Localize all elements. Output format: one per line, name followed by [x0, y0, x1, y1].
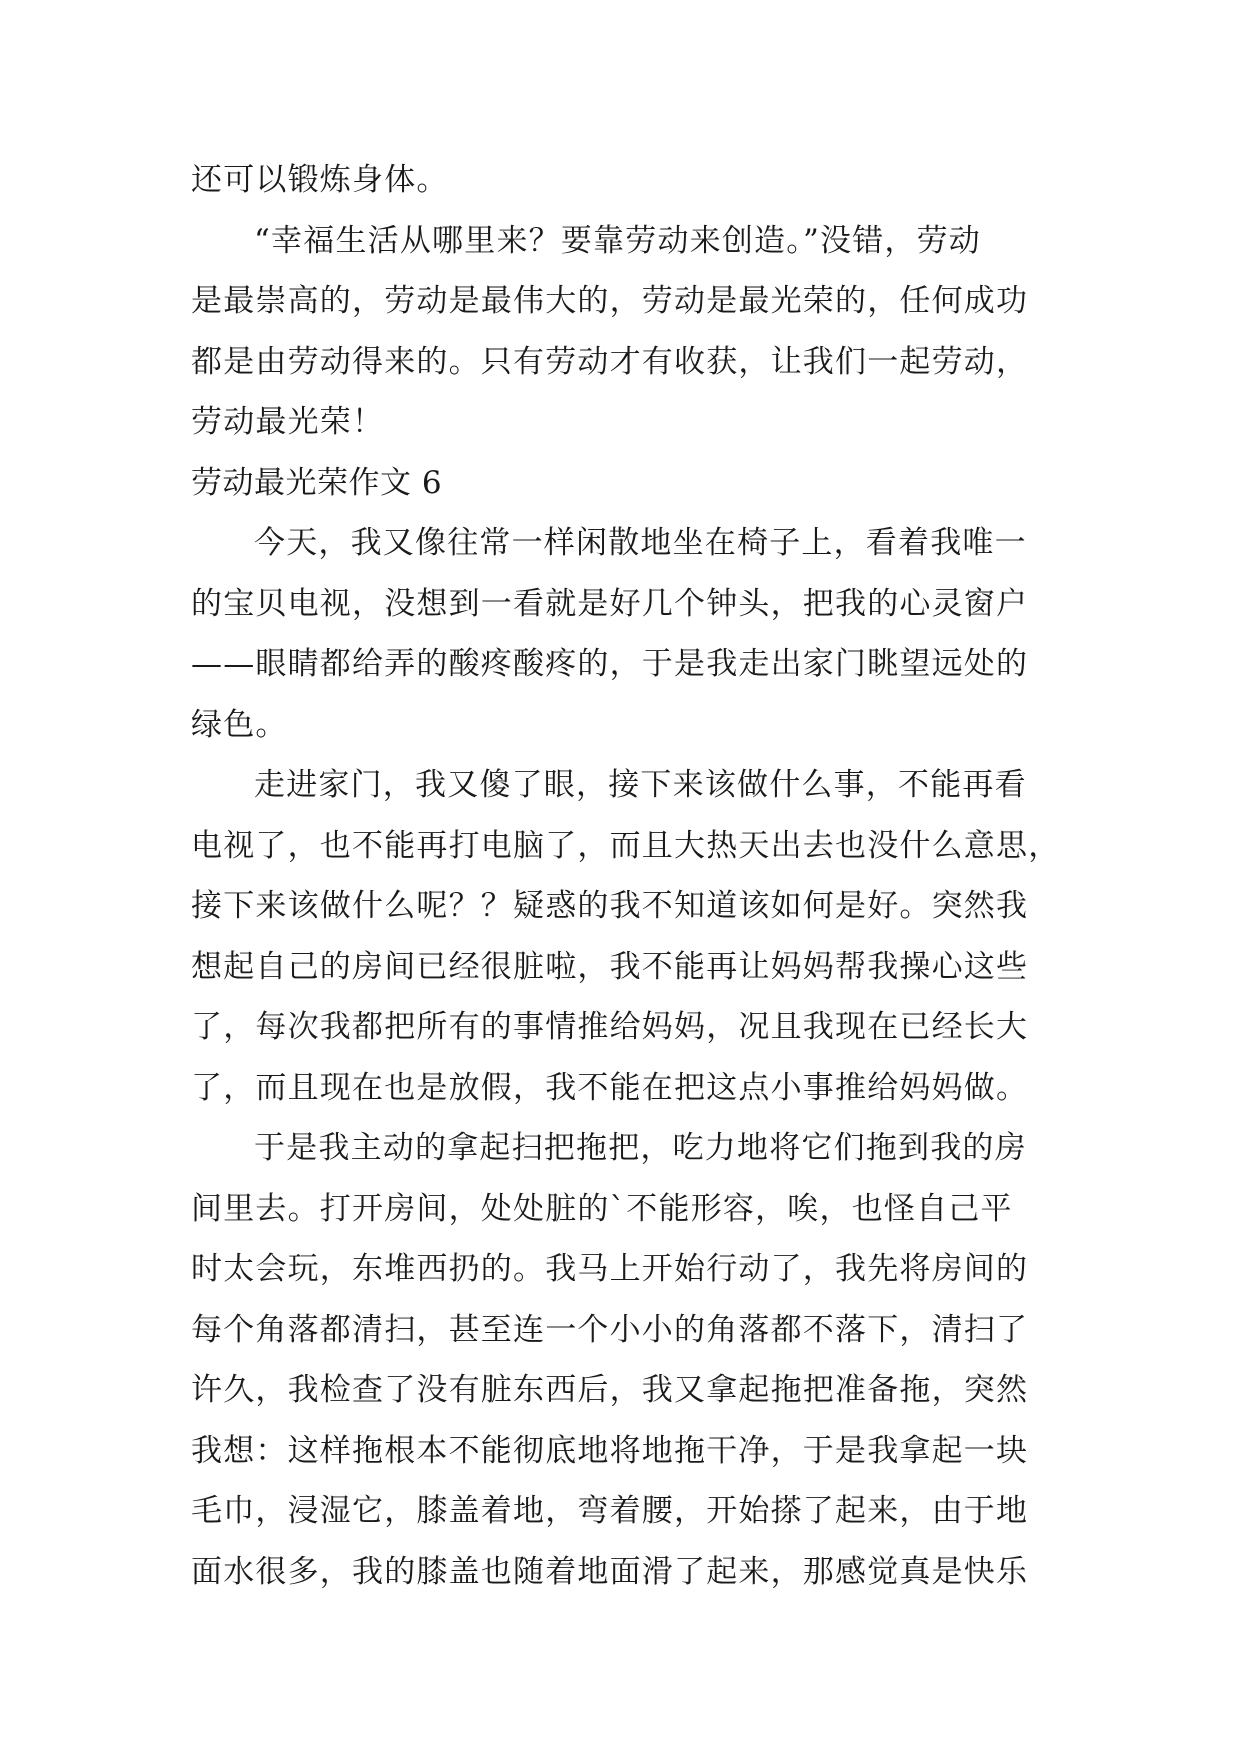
paragraph-start-line: 走进家门，我又傻了眼，接下来该做什么事，不能再看: [254, 767, 1027, 803]
text-line: 毛巾，浸湿它，膝盖着地，弯着腰，开始搽了起来，由于地: [191, 1493, 1029, 1529]
section-heading: 劳动最光荣作文 6: [191, 464, 443, 501]
text-line: 间里去。打开房间，处处脏的`不能形容，唉，也怪自己平: [191, 1190, 1013, 1227]
text-line: 接下来该做什么呢？？疑惑的我不知道该如何是好。突然我: [191, 888, 1029, 924]
paragraph-start-line: 于是我主动的拿起扫把拖把，吃力地将它们拖到我的房: [254, 1130, 1027, 1166]
text-line: 了，每次我都把所有的事情推给妈妈，况且我现在已经长大: [191, 1009, 1029, 1045]
text-line: 许久，我检查了没有脏东西后，我又拿起拖把准备拖，突然: [191, 1372, 1029, 1408]
text-line: 我想：这样拖根本不能彻底地将地拖干净，于是我拿起一块: [191, 1432, 1029, 1469]
text-line: 还可以锻炼身体。: [191, 162, 449, 198]
text-line: 是最崇高的，劳动是最伟大的，劳动是最光荣的，任何成功: [191, 283, 1029, 319]
text-line: 的宝贝电视，没想到一看就是好几个钟头，把我的心灵窗户: [191, 585, 1029, 622]
text-line: 想起自己的房间已经很脏啦，我不能再让妈妈帮我操心这些: [191, 948, 1029, 985]
text-line: 电视了，也不能再打电脑了，而且大热天出去也没什么意思，: [191, 827, 1061, 864]
text-line: 每个角落都清扫，甚至连一个小小的角落都不落下，清扫了: [191, 1311, 1029, 1348]
document-body: [191, 150, 1061, 1602]
text-line: 了，而且现在也是放假，我不能在把这点小事推给妈妈做。: [191, 1069, 1029, 1106]
text-line: ——眼睛都给弄的酸疼酸疼的，于是我走出家门眺望远处的: [191, 646, 1029, 682]
text-line: 绿色。: [191, 706, 288, 743]
text-line: 面水很多，我的膝盖也随着地面滑了起来，那感觉真是快乐: [191, 1553, 1029, 1590]
text-line: 时太会玩，东堆西扔的。我马上开始行动了，我先将房间的: [191, 1251, 1029, 1287]
paragraph-start-line: 今天，我又像往常一样闲散地坐在椅子上，看着我唯一: [254, 525, 1027, 561]
text-line: 劳动最光荣！: [191, 404, 385, 440]
paragraph-start-line: “幸福生活从哪里来？要靠劳动来创造。”没错，劳动: [254, 222, 981, 259]
text-line: 都是由劳动得来的。只有劳动才有收获，让我们一起劳动，: [191, 343, 1029, 380]
